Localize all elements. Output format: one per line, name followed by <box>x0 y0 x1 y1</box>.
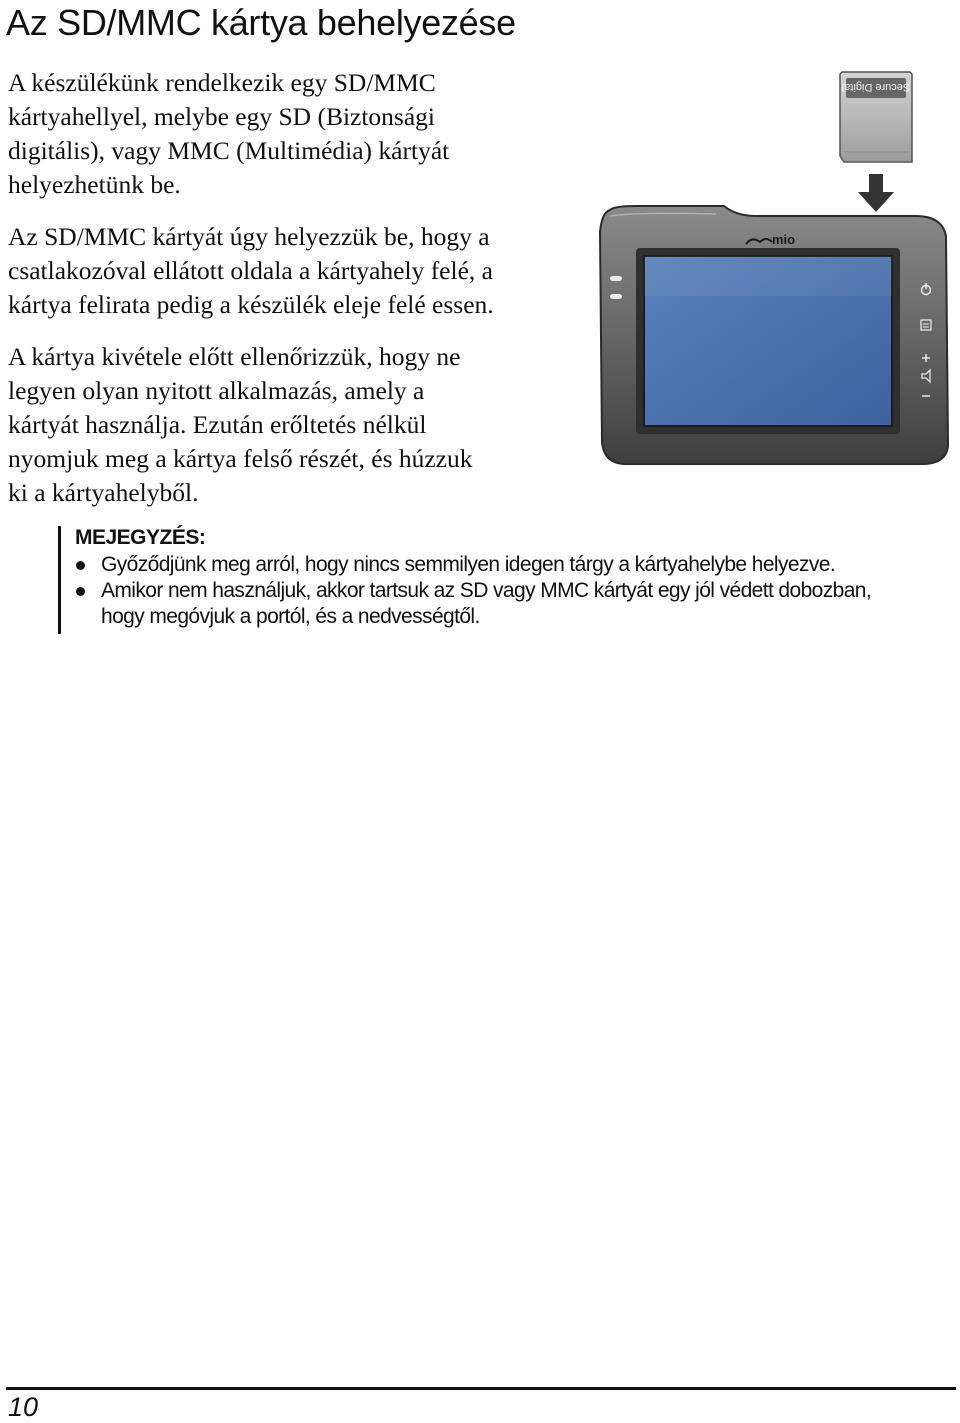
page-number: 10 <box>8 1392 39 1422</box>
list-item-text: Amikor nem használjuk, akkor tartsuk az SD vagy MMC kártyát egy jól védett dobozban, <box>101 579 872 602</box>
paragraph-insertion <box>8 220 578 322</box>
text-line: csatlakozóval ellátott oldala a kártyahely felé, a <box>8 256 493 285</box>
bullet-icon <box>76 587 85 596</box>
logo-text: mio <box>772 232 796 247</box>
list-item <box>75 552 871 578</box>
page-title: Az SD/MMC kártya behelyezése <box>6 2 516 43</box>
text-line: nyomjuk meg a kártya felső részét, és húzzuk <box>8 444 473 473</box>
note-list <box>75 552 871 630</box>
text-line: kártyahellyel, melybe egy SD (Biztonsági <box>8 102 436 131</box>
device-illustration <box>596 66 952 476</box>
indicator-light <box>610 276 622 281</box>
text-line: A kártya kivétele előtt ellenőrizzük, hogy ne <box>8 342 461 371</box>
list-item <box>75 578 871 630</box>
gps-device <box>600 206 948 464</box>
text-line: A készülékünk rendelkezik egy SD/MMC <box>8 68 436 97</box>
bullet-icon <box>76 561 85 570</box>
down-arrow-icon <box>858 174 894 212</box>
note-box <box>58 526 957 634</box>
indicator-light <box>610 294 622 299</box>
sd-card-icon <box>840 72 912 162</box>
footer-divider <box>6 1387 956 1390</box>
text-line: kártya felirata pedig a készülék eleje felé essen. <box>8 290 494 319</box>
text-line: Az SD/MMC kártyát úgy helyezzük be, hogy a <box>8 222 490 251</box>
paragraph-intro <box>8 66 578 202</box>
text-line: kártyát használja. Ezután erőltetés nélkül <box>8 410 427 439</box>
paragraph-removal <box>8 340 578 510</box>
text-line: helyezhetünk be. <box>8 170 181 199</box>
text-line: digitális), vagy MMC (Multimédia) kártyát <box>8 136 450 165</box>
text-line: legyen olyan nyitott alkalmazás, amely a <box>8 376 425 405</box>
list-item-text: Győződjünk meg arról, hogy nincs semmilyen idegen tárgy a kártyahelybe helyezve. <box>101 553 836 576</box>
text-line: ki a kártyahelyből. <box>8 478 199 507</box>
card-label: Secure Digital <box>841 81 911 93</box>
list-item-text: hogy megóvjuk a portól, és a nedvességtől. <box>101 605 480 628</box>
note-title: MEJEGYZÉS: <box>75 526 206 549</box>
